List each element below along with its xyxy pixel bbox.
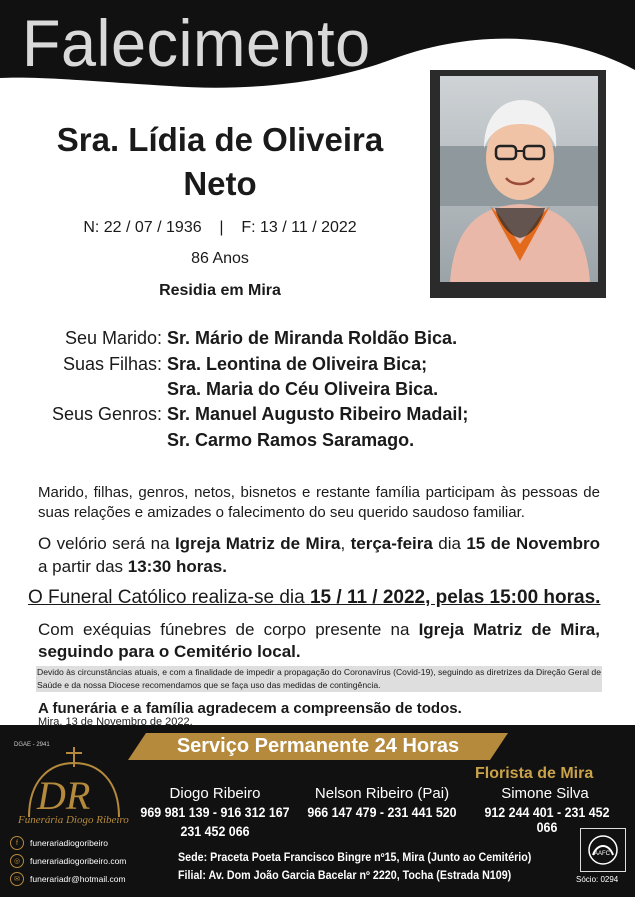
husband-label: Seu Marido:	[64, 328, 162, 348]
address-main: Sede: Praceta Poeta Francisco Bingre nº15, Mira (Junto ao Cemitério)	[178, 852, 532, 864]
contact-name: Diogo Ribeiro	[169, 785, 261, 802]
deceased-name-line2: Neto	[183, 165, 257, 202]
place-date: Mira, 13 de Novembro de 2022.	[38, 716, 193, 728]
deceased-name-line1: Sra. Lídia de Oliveira	[56, 121, 384, 158]
funeral-line: O Funeral Católico realiza-se dia 15 / 11 / 2022, pelas 15:00 horas.	[28, 587, 601, 608]
husband-name: Sr. Mário de Miranda Roldão Bica.	[167, 328, 458, 348]
contact-phone: 231 452 066	[180, 824, 250, 839]
facebook-icon: f	[10, 836, 24, 850]
deceased-portrait	[440, 76, 598, 282]
announcement-paragraph: Marido, filhas, genros, netos, bisnetos e restante família participam às pessoas de suas relações e amizades o falecimento do seu querido saudoso familiar.	[38, 484, 600, 521]
badge-text: AAFC	[593, 851, 610, 857]
daughter-name: Sra. Leontina de Oliveira Bica;	[167, 354, 428, 374]
age: 86 Anos	[191, 250, 249, 267]
contact-phone: 966 147 479 - 231 441 520	[307, 805, 457, 820]
member-number: Sócio: 0294	[576, 875, 619, 884]
contact-phone: 969 981 139 - 916 312 167	[140, 805, 290, 820]
thanks-line: A funerária e a família agradecem a compreensão de todos.	[38, 700, 462, 717]
page-title: Falecimento	[22, 7, 371, 81]
contact-name: Simone Silva	[501, 785, 589, 802]
dates: N: 22 / 07 / 1936 | F: 13 / 11 / 2022	[83, 219, 357, 236]
wake-paragraph: O velório será na Igreja Matriz de Mira, terça-feira dia 15 de Novembro a partir das 13:30 horas.	[38, 534, 600, 576]
dgae-code: DGAE - 2941	[14, 742, 50, 748]
contact-name: Nelson Ribeiro (Pai)	[314, 785, 450, 802]
covid-notice: Devido às circunstâncias atuais, e com a finalidade de impedir a propagação do Coronavírus (Covid-19), seguindo as diretrizes da Direção Geral de Saúde e da nossa Diocese recomendamos que se faça uso das medidas de contingência.	[37, 667, 601, 690]
contact-phone: 912 244 401 - 231 452 066	[484, 805, 610, 835]
instagram-icon: ◎	[10, 854, 24, 868]
daughters-label: Suas Filhas:	[62, 354, 162, 374]
address-branch: Filial: Av. Dom João Garcia Bacelar nº 2220, Tocha (Estrada N109)	[178, 870, 512, 882]
email-icon: ✉	[10, 872, 24, 886]
residence: Residia em Mira	[159, 282, 281, 299]
daughter-name: Sra. Maria do Céu Oliveira Bica.	[167, 379, 439, 399]
association-badge	[580, 828, 626, 872]
logo-text: Funerária Diogo Ribeiro	[18, 814, 129, 826]
association-logo-icon	[585, 833, 621, 867]
florist-label: Florista de Mira	[475, 765, 594, 782]
service-banner-text: Serviço Permanente 24 Horas	[176, 735, 460, 757]
sons-in-law-label: Seus Genros:	[51, 404, 162, 424]
social-facebook[interactable]: f funerariadiogoribeiro	[10, 836, 108, 850]
exequies-paragraph: Com exéquias fúnebres de corpo presente na Igreja Matriz de Mira, seguindo para o Cemitério local.	[38, 620, 600, 661]
son-in-law-name: Sr. Manuel Augusto Ribeiro Madail;	[167, 404, 469, 424]
son-in-law-name: Sr. Carmo Ramos Saramago.	[167, 430, 415, 450]
social-instagram[interactable]: ◎ funerariadiogoribeiro.com	[10, 854, 126, 868]
logo-initials: DR	[37, 773, 91, 818]
social-email[interactable]: ✉ funerariadr@hotmail.com	[10, 872, 126, 886]
